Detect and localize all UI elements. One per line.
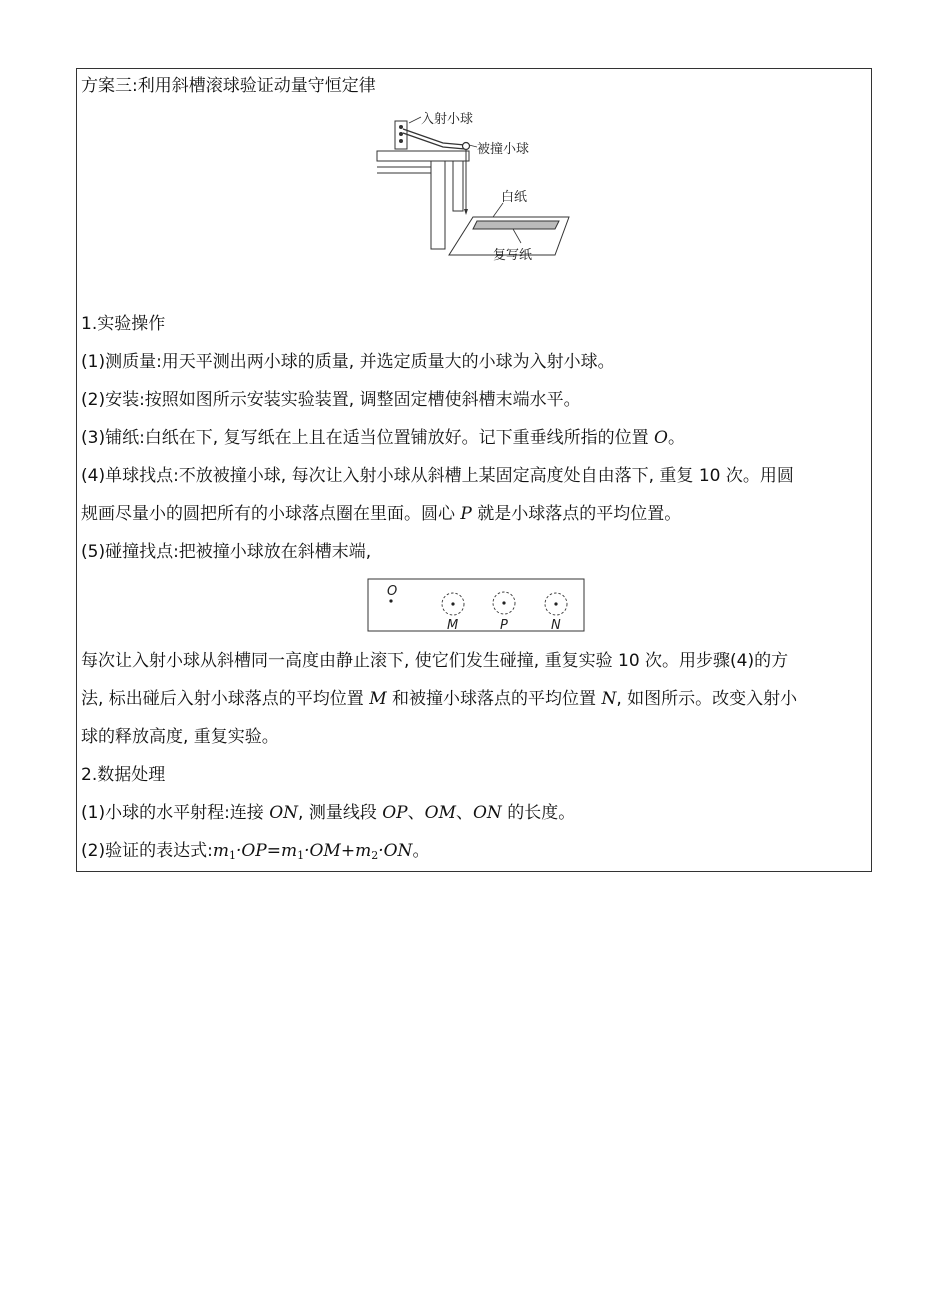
step-5-cont-line3: 球的释放高度, 重复实验。 <box>81 727 279 747</box>
landing-points-figure <box>367 577 587 635</box>
step-5: (5)碰撞找点:把被撞小球放在斜槽末端, <box>81 542 372 562</box>
section2-heading: 2.数据处理 <box>81 765 166 785</box>
table-top <box>377 151 469 161</box>
point-N <box>554 602 557 605</box>
label-M: M <box>447 618 459 633</box>
section-title: 方案三:利用斜槽滚球验证动量守恒定律 <box>81 76 376 96</box>
step-4-line1: (4)单球找点:不放被撞小球, 每次让入射小球从斜槽上某固定高度处自由落下, 重复 10 次。用圆 <box>81 466 794 486</box>
apparatus-figure <box>373 109 603 269</box>
label-carbon-paper: 复写纸 <box>493 248 533 263</box>
data-item-2: (2)验证的表达式$:m_1\cdot OP=m_1\cdot OM+m_2\cdot ON$。 <box>81 841 430 862</box>
chute-track <box>403 129 465 145</box>
point-M <box>451 602 454 605</box>
step-5-cont-line1: 每次让入射小球从斜槽同一高度由静止滚下, 使它们发生碰撞, 重复实验 10 次。用步骤(4)的方 <box>81 651 789 671</box>
content-box <box>76 68 872 872</box>
step-1: (1)测质量:用天平测出两小球的质量, 并选定质量大的小球为入射小球。 <box>81 352 615 372</box>
label-N: N <box>551 618 561 633</box>
table-leg-back <box>453 161 463 211</box>
data-item-1: (1)小球的水平射程:连接 ON, 测量线段 OP、OM、ON 的长度。 <box>81 803 576 823</box>
section1-heading: 1.实验操作 <box>81 314 166 334</box>
label-target-ball: 被撞小球 <box>477 142 530 157</box>
step-2: (2)安装:按照如图所示安装实验装置, 调整固定槽使斜槽末端水平。 <box>81 390 581 410</box>
label-P: P <box>500 618 508 633</box>
step-3: (3)铺纸:白纸在下, 复写纸在上且在适当位置铺放好。记下重垂线所指的位置 O。 <box>81 428 685 448</box>
label-incident-ball: 入射小球 <box>421 112 474 127</box>
point-O <box>389 599 392 602</box>
table-leg <box>431 161 445 249</box>
target-ball <box>463 143 470 150</box>
carbon-paper <box>473 221 559 229</box>
step-4-line2: 规画尽量小的圆把所有的小球落点圈在里面。圆心 P 就是小球落点的平均位置。 <box>81 504 682 524</box>
point-P <box>502 601 505 604</box>
step-5-cont-line2: 法, 标出碰后入射小球落点的平均位置 M 和被撞小球落点的平均位置 N, 如图所示。改变入射小 <box>81 689 798 709</box>
label-white-paper: 白纸 <box>501 190 528 205</box>
label-O: O <box>387 584 398 599</box>
